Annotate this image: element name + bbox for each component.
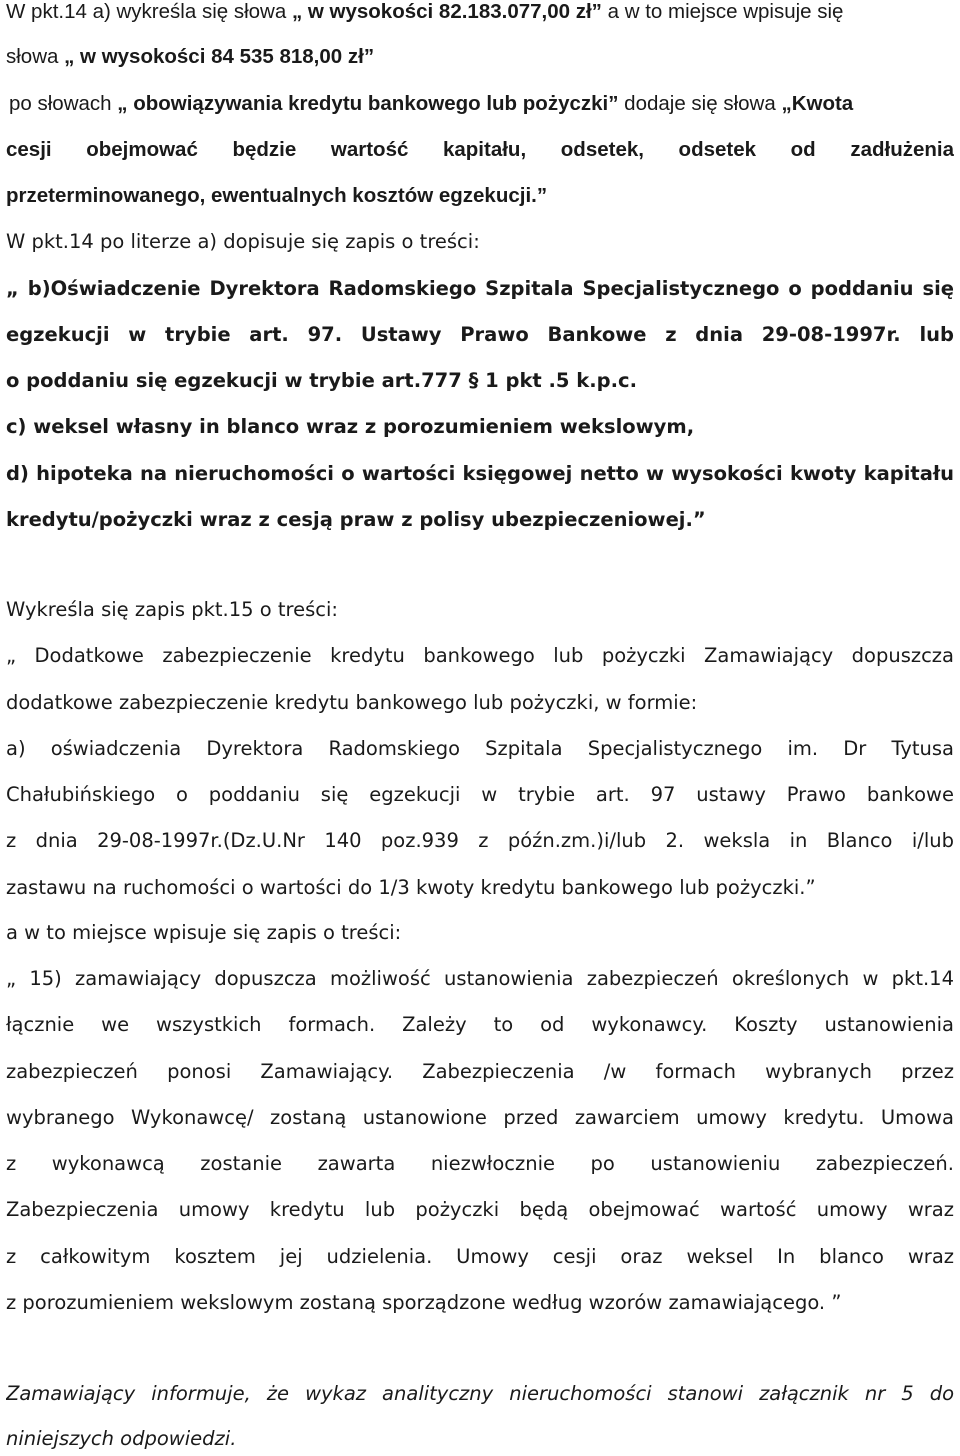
line-27: z całkowitym kosztem jej udzielenia. Umowy cesji oraz weksel In blanco wraz — [6, 1245, 954, 1268]
line-3: po słowach „ obowiązywania kredytu bankowego lub pożyczki” dodaje się słowa „Kwota — [9, 92, 854, 115]
line-25: z wykonawcą zostanie zawarta niezwłocznie po ustanowieniu zabezpieczeń. — [6, 1152, 954, 1175]
line-22: łącznie we wszystkich formach. Zależy to od wykonawcy. Koszty ustanowienia — [6, 1013, 954, 1036]
line-12: kredytu/pożyczki wraz z cesją praw z polisy ubezpieczeniowej.” — [6, 508, 706, 531]
line-20: a w to miejsce wpisuje się zapis o treści: — [6, 921, 402, 944]
line-19: zastawu na ruchomości o wartości do 1/3 kwoty kredytu bankowego lub pożyczki.” — [6, 876, 816, 899]
line-30: niniejszych odpowiedzi. — [6, 1427, 237, 1450]
line-4: cesji obejmować będzie wartość kapitału, odsetek, odsetek od zadłużenia — [6, 138, 954, 161]
line-17: Chałubińskiego o poddaniu się egzekucji w trybie art. 97 ustawy Prawo bankowe — [6, 783, 954, 806]
line-21: „ 15) zamawiający dopuszcza możliwość ustanowienia zabezpieczeń określonych w pkt.14 — [6, 967, 954, 990]
line-15: dodatkowe zabezpieczenie kredytu bankowego lub pożyczki, w formie: — [6, 691, 698, 714]
line-7: „ b)Oświadczenie Dyrektora Radomskiego Szpitala Specjalistycznego o poddaniu się — [6, 277, 954, 300]
line-9: o poddaniu się egzekucji w trybie art.777 § 1 pkt .5 k.p.c. — [6, 369, 637, 392]
line-16: a) oświadczenia Dyrektora Radomskiego Szpitala Specjalistycznego im. Dr Tytusa — [6, 737, 954, 760]
line-2: słowa „ w wysokości 84 535 818,00 zł” — [6, 45, 375, 68]
line-24: wybranego Wykonawcę/ zostaną ustanowione przed zawarciem umowy kredytu. Umowa — [6, 1106, 954, 1129]
line-13: Wykreśla się zapis pkt.15 o treści: — [6, 598, 338, 621]
line-11: d) hipoteka na nieruchomości o wartości księgowej netto w wysokości kwoty kapitału — [6, 462, 954, 485]
line-1: W pkt.14 a) wykreśla się słowa „ w wysokości 82.183.077,00 zł” a w to miejsce wpisuje się — [6, 0, 844, 23]
line-26: Zabezpieczenia umowy kredytu lub pożyczki będą obejmować wartość umowy wraz — [6, 1198, 954, 1221]
line-29: Zamawiający informuje, że wykaz analityczny nieruchomości stanowi załącznik nr 5 do — [6, 1382, 954, 1405]
line-28: z porozumieniem wekslowym zostaną sporządzone według wzorów zamawiającego. ” — [6, 1291, 842, 1314]
line-14: „ Dodatkowe zabezpieczenie kredytu bankowego lub pożyczki Zamawiający dopuszcza — [6, 644, 954, 667]
line-10: c) weksel własny in blanco wraz z porozumieniem wekslowym, — [6, 415, 695, 438]
line-23: zabezpieczeń ponosi Zamawiający. Zabezpieczenia /w formach wybranych przez — [6, 1060, 954, 1083]
line-18: z dnia 29-08-1997r.(Dz.U.Nr 140 poz.939 z późn.zm.)i/lub 2. weksla in Blanco i/lub — [6, 829, 954, 852]
line-5: przeterminowanego, ewentualnych kosztów egzekucji.” — [6, 184, 548, 207]
line-8: egzekucji w trybie art. 97. Ustawy Prawo Bankowe z dnia 29-08-1997r. lub — [6, 323, 954, 346]
line-6: W pkt.14 po literze a) dopisuje się zapis o treści: — [6, 230, 480, 253]
